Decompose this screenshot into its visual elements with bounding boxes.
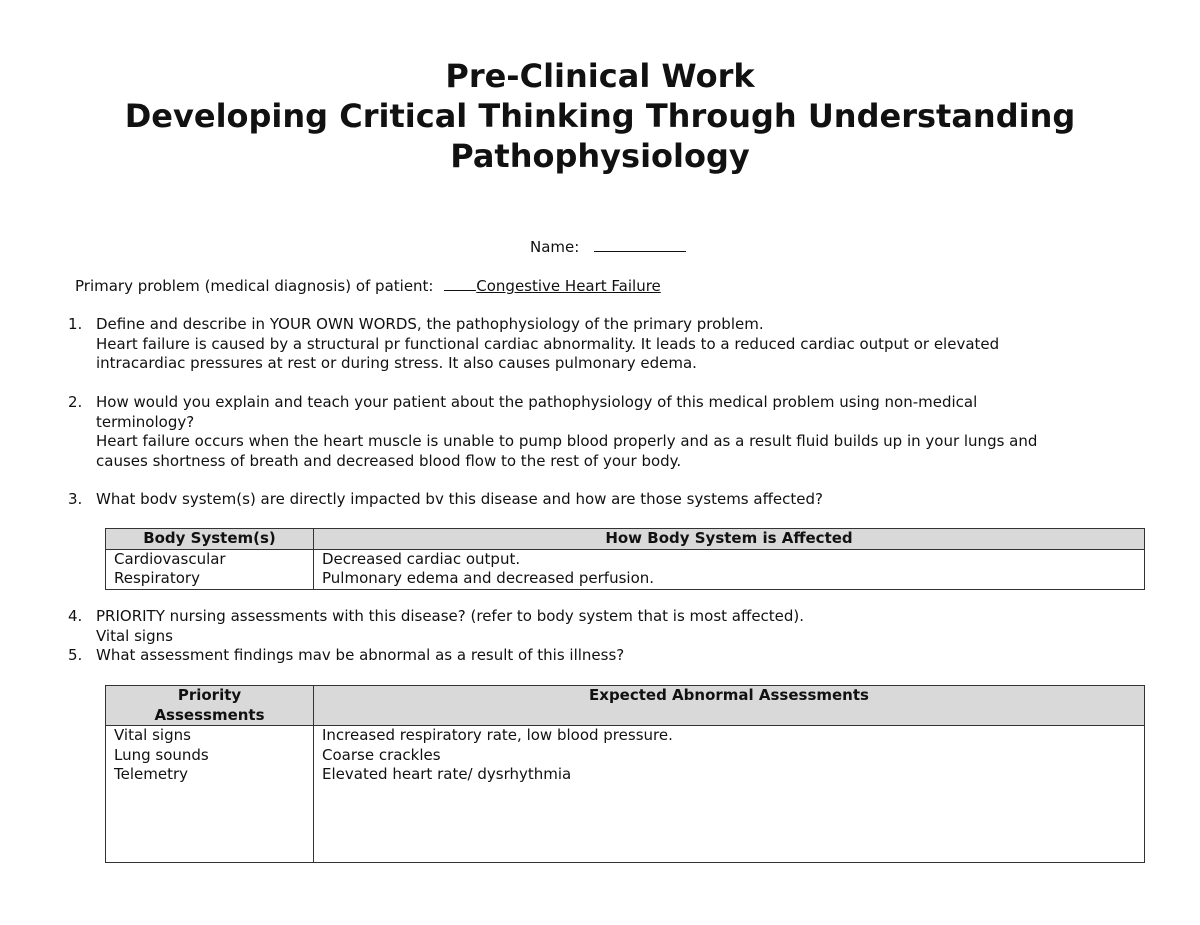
table-header-row xyxy=(106,686,1145,726)
system-effect-cell: Decreased cardiac output. xyxy=(314,549,1145,569)
header-how-affected: How Body System is Affected xyxy=(314,529,1145,550)
body-systems-table xyxy=(105,528,1145,590)
question-1-number: 1. xyxy=(68,315,83,333)
title-line-1: Pre-Clinical Work xyxy=(445,57,755,95)
header-expected-abnormal: Expected Abnormal Assessments xyxy=(314,686,1145,726)
expected-abnormal-cell xyxy=(314,726,1145,863)
question-2-number: 2. xyxy=(68,393,83,411)
diagnosis-row xyxy=(75,276,661,297)
question-4 xyxy=(68,607,1168,646)
question-3 xyxy=(68,490,1168,510)
question-3-number: 3. xyxy=(68,490,83,508)
question-3-prompt: What bodv system(s) are directly impacted bv this disease and how are those systems affected? xyxy=(96,490,823,508)
question-2-answer-line-2: causes shortness of breath and decreased blood flow to the rest of your body. xyxy=(96,451,682,470)
diagnosis-value: Congestive Heart Failure xyxy=(476,277,661,295)
header-priority-line-1: Priority xyxy=(177,686,242,704)
question-1-answer-line-2: intracardiac pressures at rest or during stress. It also causes pulmonary edema. xyxy=(96,354,697,372)
header-body-systems: Body System(s) xyxy=(106,529,314,550)
name-label: Name: xyxy=(530,238,580,256)
name-row xyxy=(530,237,686,258)
assessment-table xyxy=(105,685,1145,863)
diagnosis-blank xyxy=(444,276,476,291)
table-row xyxy=(106,726,1145,863)
diagnosis-label: Primary problem (medical diagnosis) of patient: xyxy=(75,277,434,295)
question-2-prompt-line-2: terminology? xyxy=(96,412,195,431)
title-line-3: Pathophysiology xyxy=(450,137,750,175)
table-row xyxy=(106,569,1145,589)
abnormal-finding: Coarse crackles xyxy=(322,745,441,764)
question-4-prompt: PRIORITY nursing assessments with this disease? (refer to body system that is most affected). xyxy=(96,607,805,625)
question-5-number: 5. xyxy=(68,646,83,664)
abnormal-finding: Elevated heart rate/ dysrhythmia xyxy=(322,765,572,783)
question-4-answer: Vital signs xyxy=(96,626,173,645)
question-5-prompt: What assessment findings mav be abnormal as a result of this illness? xyxy=(96,646,625,664)
assessment-item: Vital signs xyxy=(114,726,191,744)
header-priority-line-2: Assessments xyxy=(154,705,265,724)
title-line-2: Developing Critical Thinking Through Understanding xyxy=(124,97,1076,135)
question-2-prompt-line-1: How would you explain and teach your patient about the pathophysiology of this medical problem using non-medical xyxy=(96,393,978,411)
system-name-cell: Cardiovascular xyxy=(106,549,314,569)
question-1 xyxy=(68,315,1168,374)
table-row xyxy=(106,549,1145,569)
question-1-answer-line-1: Heart failure is caused by a structural pr functional cardiac abnormality. It leads to a reduced cardiac output or elevated xyxy=(96,334,1000,353)
system-effect-cell: Pulmonary edema and decreased perfusion. xyxy=(314,569,1145,589)
question-4-number: 4. xyxy=(68,607,83,625)
priority-assessments-cell xyxy=(106,726,314,863)
system-name-cell: Respiratory xyxy=(106,569,314,589)
question-2 xyxy=(68,393,1168,471)
question-1-prompt: Define and describe in YOUR OWN WORDS, the pathophysiology of the primary problem. xyxy=(96,315,764,333)
question-5 xyxy=(68,646,1168,666)
name-field[interactable] xyxy=(594,237,686,252)
question-2-answer-line-1: Heart failure occurs when the heart muscle is unable to pump blood properly and as a result fluid builds up in your lungs and xyxy=(96,432,1038,450)
header-priority-assessments xyxy=(106,686,314,726)
document-title xyxy=(0,56,1200,176)
assessment-item: Lung sounds xyxy=(114,745,209,764)
assessment-item: Telemetry xyxy=(114,765,189,783)
table-header-row xyxy=(106,529,1145,550)
abnormal-finding: Increased respiratory rate, low blood pressure. xyxy=(322,726,673,744)
